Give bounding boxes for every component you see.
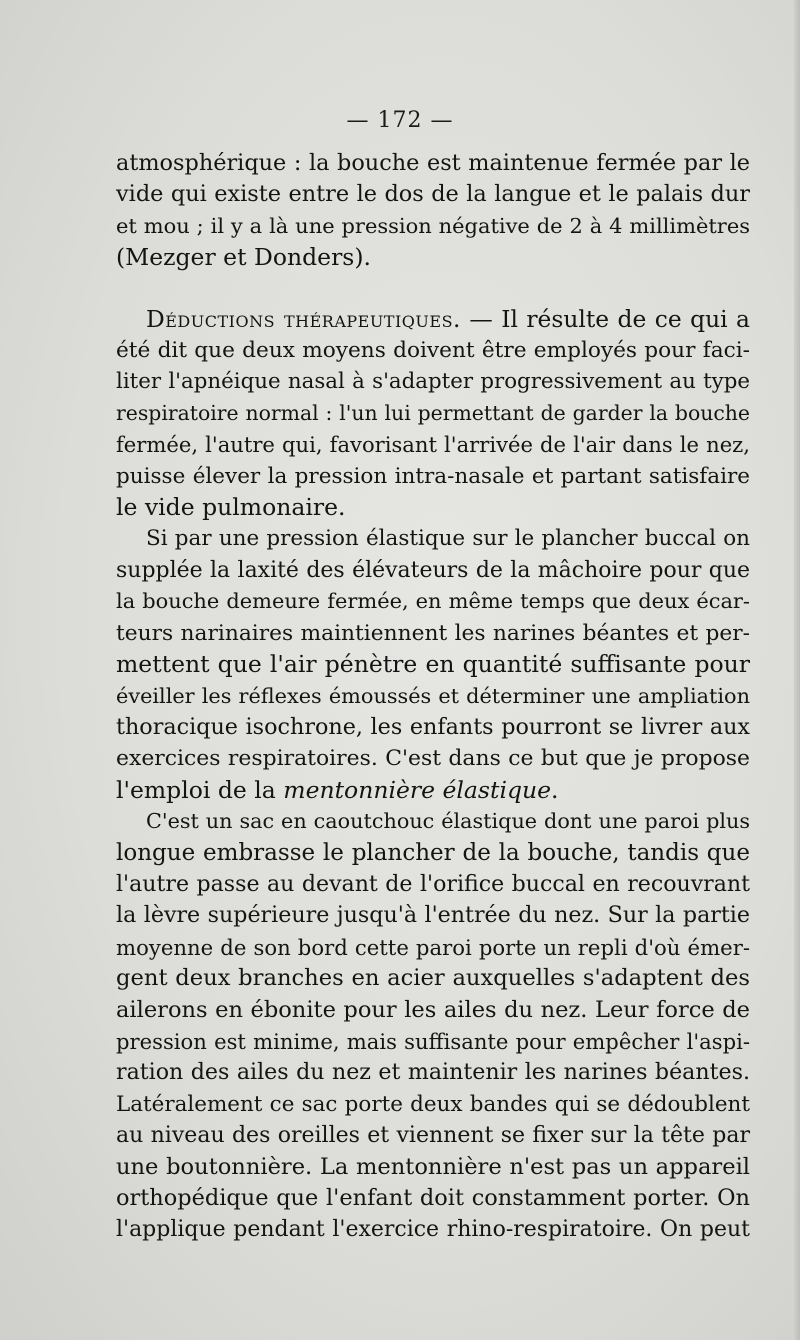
text-line: fermée, l'autre qui, favorisant l'arrivée de l'air dans le nez, [116, 432, 750, 458]
text-line: supplée la laxité des élévateurs de la mâchoire pour que [116, 557, 750, 583]
section-spacer [116, 274, 750, 304]
text-line: été dit que deux moyens doivent être employés pour faci- [116, 338, 750, 364]
text-fragment: — Il résulte de ce qui a [460, 304, 750, 333]
text-line: exercices respiratoires. C'est dans ce but que je propose [116, 746, 750, 772]
text-line: Latéralement ce sac porte deux bandes qui se dédoublent [116, 1091, 750, 1117]
text-line: l'applique pendant l'exercice rhino-respiratoire. On peut [116, 1217, 750, 1243]
text-line: (Mezger et Donders). [116, 243, 372, 272]
text-line: thoracique isochrone, les enfants pourront se livrer aux [116, 713, 750, 740]
text-line: Si par une pression élastique sur le plancher buccal on [146, 526, 750, 552]
text-line: C'est un sac en caoutchouc élastique dont une paroi plus [146, 809, 750, 834]
text-line: et mou ; il y a là une pression négative de 2 à 4 millimètres [116, 213, 750, 238]
text-line: l'autre passe au devant de l'orifice buccal en recouvrant [116, 870, 750, 897]
page-edge-shadow [794, 0, 800, 1340]
paragraph-3 [116, 523, 750, 806]
text-line: liter l'apnéique nasal à s'adapter progressivement au type [116, 369, 750, 395]
text-line [116, 775, 750, 806]
text-line: une boutonnière. La mentonnière n'est pas un appareil [116, 1153, 750, 1180]
text-line: orthopédique que l'enfant doit constamment porter. On [116, 1185, 750, 1211]
emphasized-term: mentonnière élastique [283, 775, 552, 804]
text-line [116, 304, 750, 335]
text-line: puisse élever la pression intra-nasale et partant satisfaire [116, 463, 750, 489]
text-line: longue embrasse le plancher de la bouche, tandis que [116, 839, 750, 866]
text-line: ailerons en ébonite pour les ailes du nez. Leur force de [116, 996, 750, 1023]
text-line: moyenne de son bord cette paroi porte un repli d'où émer- [116, 934, 750, 960]
body-text [116, 148, 750, 1246]
text-fragment: l'emploi de la [116, 775, 284, 804]
text-line: teurs narinaires maintiennent les narines béantes et per- [116, 620, 750, 646]
paragraph-1 [116, 148, 750, 274]
text-line: au niveau des oreilles et viennent se fixer sur la tête par [116, 1123, 750, 1149]
text-line: pression est minime, mais suffisante pour empêcher l'aspi- [116, 1028, 750, 1054]
text-line: atmosphérique : la bouche est maintenue fermée par le [116, 150, 750, 176]
text-line: éveiller les réflexes émoussés et déterminer une ampliation [116, 683, 750, 708]
section-heading: Déductions thérapeutiques. [146, 304, 461, 333]
text-fragment: . [551, 775, 559, 804]
text-line: gent deux branches en acier auxquelles s'adaptent des [116, 965, 750, 992]
text-line: la lèvre supérieure jusqu'à l'entrée du nez. Sur la partie [116, 902, 750, 929]
text-line: ration des ailes du nez et maintenir les narines béantes. [116, 1059, 750, 1086]
text-line: le vide pulmonaire. [116, 493, 346, 522]
text-line: respiratoire normal : l'un lui permettant de garder la bouche [116, 400, 750, 425]
paragraph-2 [116, 304, 750, 524]
paragraph-4 [116, 806, 750, 1246]
text-line: vide qui existe entre le dos de la langue et le palais dur [116, 181, 750, 208]
page-number: — 172 — [346, 108, 454, 133]
text-line: mettent que l'air pénètre en quantité suffisante pour [116, 650, 750, 679]
text-line: la bouche demeure fermée, en même temps que deux écar- [116, 589, 750, 614]
